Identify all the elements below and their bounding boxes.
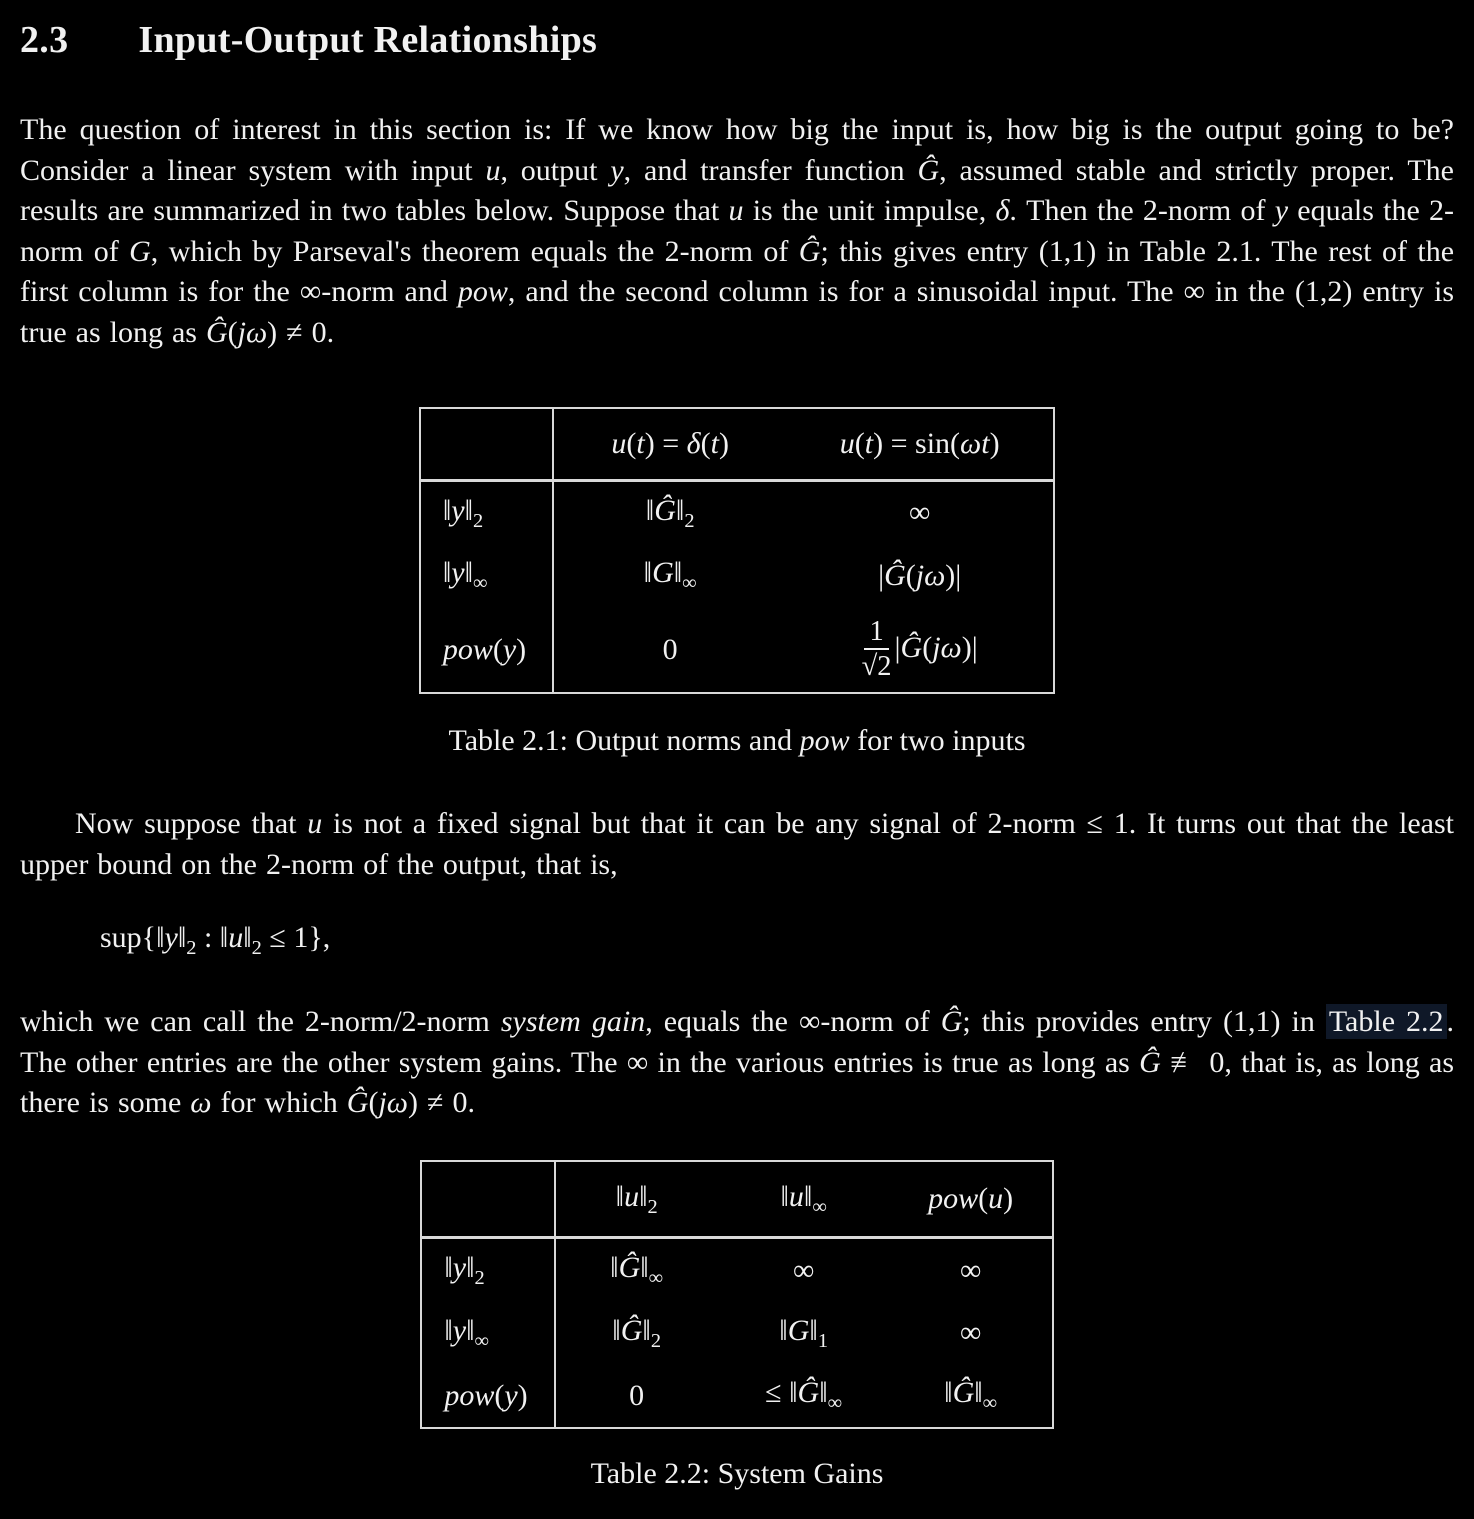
table-2-2-corner-cell — [421, 1161, 554, 1238]
section-number: 2.3 — [20, 19, 69, 61]
table-2-2-cell: $‖Ĝ‖_\infty$ — [610, 1251, 664, 1290]
paragraph-3-before-ref: which we can call the 2-norm/2-norm system gain, equals the ∞-norm of Ĝ; this provides entry (1,1) in — [20, 1005, 1326, 1039]
table-2-2-cell: 0 — [629, 1378, 645, 1412]
table-2-2-cell: $‖Ĝ‖_\infty$ — [944, 1376, 998, 1415]
table-2-2-row-label: $‖y‖_2$ — [421, 1238, 554, 1302]
table-2-1-cell: ∞ — [908, 496, 931, 529]
table-row — [421, 1364, 1052, 1428]
table-2-1 — [419, 407, 1055, 694]
table-2-1-cell: $‖G‖_\infty$ — [643, 556, 697, 594]
table-2-2-cell: ∞ — [959, 1316, 982, 1350]
paragraph-3-after-ref: . The other entries are the other system gains. The ∞ in the various entries is true as long as Ĝ ≢ 0, that is, as long as there is some ω for which Ĝ(jω) ≠ 0. — [20, 1005, 1455, 1120]
paragraph-2: Now suppose that u is not a fixed signal but that it can be any signal of 2-norm ≤ 1. It turns out that the least upper bound on the 2-norm of the output, that is, — [20, 807, 1454, 881]
table-row — [420, 544, 1054, 607]
table-2-2 — [420, 1160, 1053, 1429]
table-2-2-col-header-u2: $‖u‖_2$ — [555, 1161, 718, 1238]
table-2-2-cell: ≤ $‖Ĝ‖_\infty$ — [765, 1376, 843, 1415]
table-row — [421, 1302, 1052, 1365]
table-2-2-cell: $‖Ĝ‖_2$ — [612, 1313, 662, 1352]
table-2-2-col-header-uinf: $‖u‖_\infty$ — [718, 1161, 890, 1238]
table-2-2-cell: ∞ — [959, 1253, 982, 1287]
table-row — [421, 1238, 1052, 1302]
table-2-1-row-label: pow(y) — [420, 607, 553, 694]
table-2-2-cell: $‖G‖_1$ — [779, 1313, 829, 1352]
table-2-2-row-label: $‖y‖_\infty$ — [421, 1302, 554, 1365]
table-row — [420, 480, 1054, 544]
display-equation: $sup\{‖y‖_2$ : $‖u‖_2 \le 1$}, — [100, 921, 331, 960]
table-2-1-col-header-sinusoid: u(t) = sin(ωt) — [786, 408, 1054, 480]
section-heading — [20, 18, 1454, 62]
section-title-text: Input-Output Relationships — [138, 19, 598, 61]
table-2-2-row-label: pow(y) — [421, 1364, 554, 1428]
table-2-2-caption: Table 2.2: System Gains — [590, 1456, 884, 1490]
table-2-1-container — [20, 407, 1454, 694]
table-2-1-corner-cell — [420, 408, 553, 480]
table-2-2-cell: ∞ — [792, 1253, 815, 1287]
table-2-1-cell: |Ĝ(jω)| — [878, 558, 962, 592]
paragraph-1: The question of interest in this section is: If we know how big the input is, how big is the output going to be? Consider a linear system with input u, output y, and transfer function Ĝ, assumed stable and strictly proper. The results are summarized in two tables below. Suppose that u is the unit impulse, δ. Then the 2-norm of y equals the 2-norm of G, which by Parseval's theorem equals the 2-norm of Ĝ; this gives entry (1,1) in Table 2.1. The rest of the first column is for the ∞-norm and pow, and the second column is for a sinusoidal input. The ∞ in the (1,2) entry is true as long as Ĝ(jω) ≠ 0. — [20, 113, 1455, 349]
table-2-1-cell: $‖Ĝ‖_2$ — [645, 493, 695, 532]
table-2-1-cell: 0 — [662, 632, 678, 666]
table-2-1-row-label: $‖y‖_\infty$ — [420, 544, 553, 607]
table-row — [420, 607, 1054, 694]
table-2-1-caption: Table 2.1: Output norms and pow for two inputs — [448, 724, 1026, 758]
table-2-1-row-label: $‖y‖_2$ — [420, 480, 553, 544]
table-2-2-container — [20, 1160, 1454, 1429]
table-2-2-reference-link[interactable]: Table 2.2 — [1326, 1004, 1447, 1039]
table-2-1-cell: $\frac{1}{√2}$ |Ĝ(jω)| — [861, 615, 978, 683]
table-2-1-col-header-impulse: u(t) = δ(t) — [553, 408, 786, 480]
table-2-2-col-header-powu: pow(u) — [890, 1161, 1053, 1238]
paragraph-3 — [20, 1002, 1454, 1124]
